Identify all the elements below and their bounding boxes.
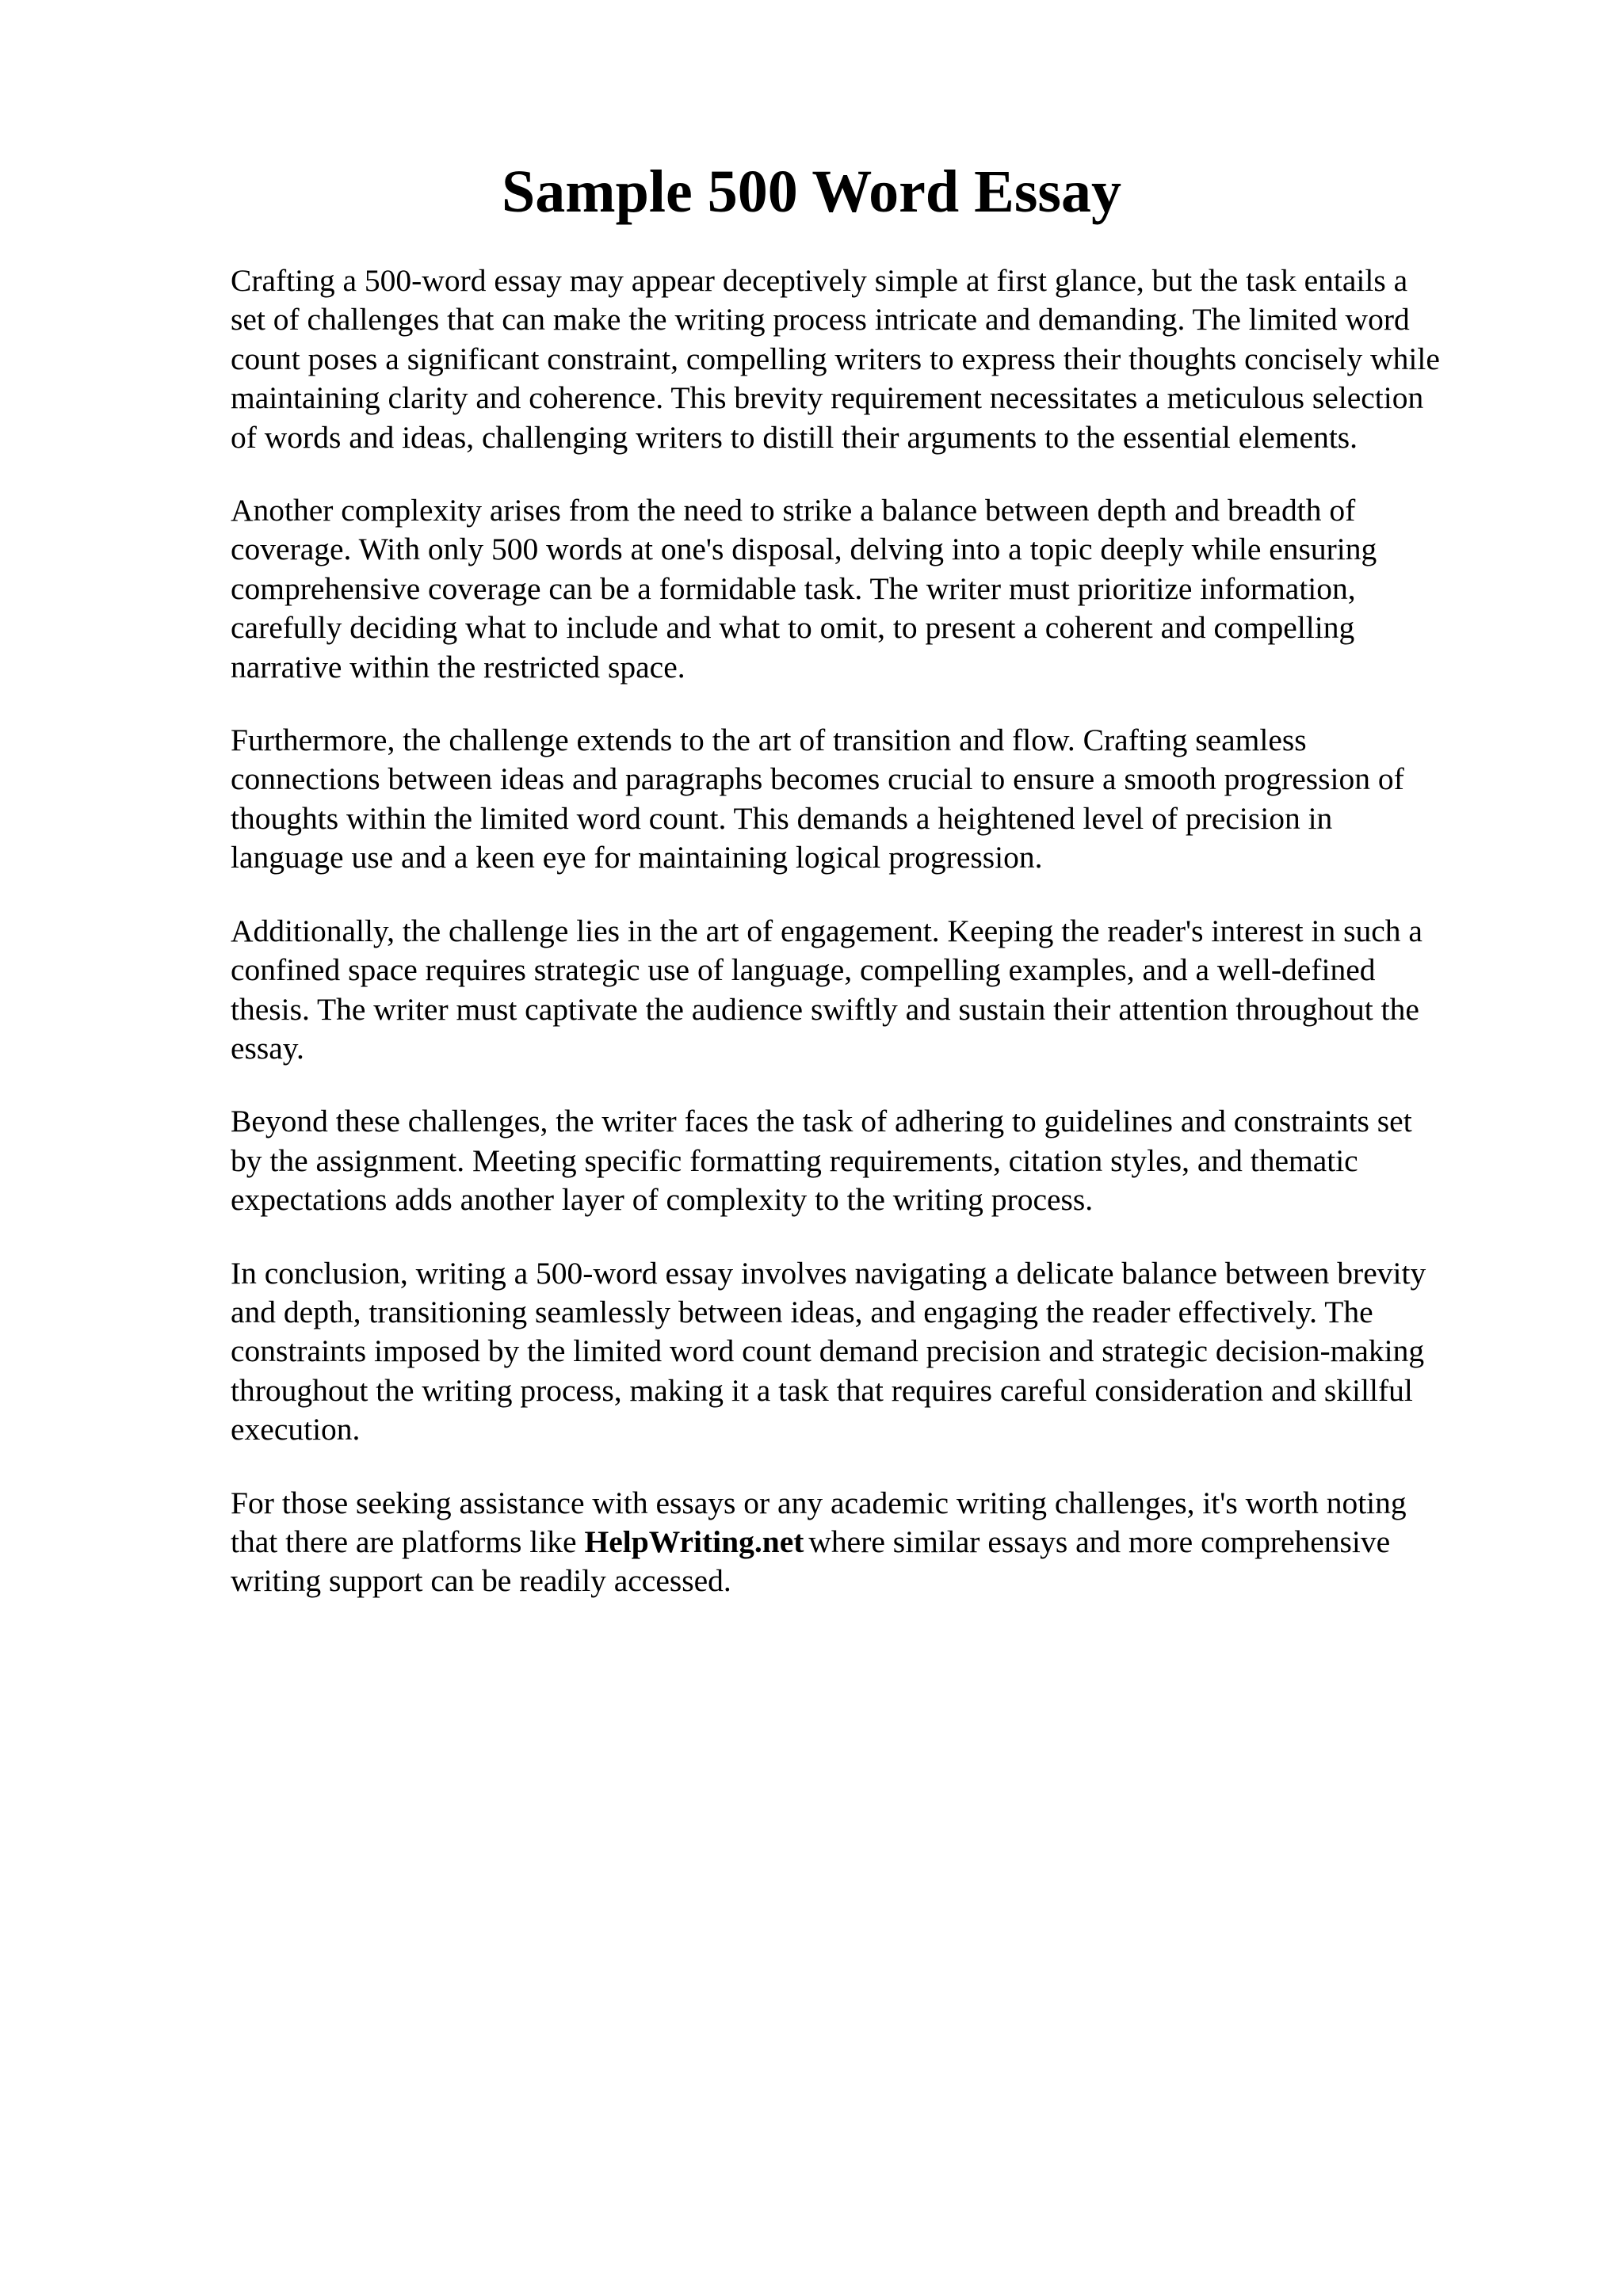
text-line: thesis. The writer must captivate the audience swiftly and sustain their attention throughout the	[231, 991, 1419, 1027]
text-line-with-link	[231, 1523, 1507, 1562]
text-line: Another complexity arises from the need to strike a balance between depth and breadth of	[231, 493, 1356, 528]
text-line: and depth, transitioning seamlessly between ideas, and engaging the reader effectively. The	[231, 1294, 1373, 1329]
text-line: by the assignment. Meeting specific formatting requirements, citation styles, and thematic	[231, 1142, 1358, 1178]
paragraph-3	[231, 721, 1507, 878]
page-title: Sample 500 Word Essay	[502, 158, 1121, 225]
text-line: confined space requires strategic use of language, compelling examples, and a well-defined	[231, 952, 1376, 988]
helpwriting-link[interactable]: HelpWriting.net	[584, 1524, 804, 1559]
text-line: language use and a keen eye for maintaining logical progression.	[231, 840, 1043, 875]
text-line: For those seeking assistance with essays or any academic writing challenges, it's worth noting	[231, 1485, 1407, 1520]
text-line: count poses a significant constraint, compelling writers to express their thoughts concisely while	[231, 341, 1440, 376]
text-line: maintaining clarity and coherence. This brevity requirement necessitates a meticulous selection	[231, 380, 1424, 416]
paragraph-6	[231, 1254, 1507, 1450]
text-line: writing support can be readily accessed.	[231, 1563, 731, 1599]
text-line: execution.	[231, 1412, 361, 1447]
text-line: Crafting a 500-word essay may appear deceptively simple at first glance, but the task entails a	[231, 263, 1408, 298]
text-line: constraints imposed by the limited word count demand precision and strategic decision-making	[231, 1333, 1425, 1369]
text-line: throughout the writing process, making it a task that requires careful consideration and skillful	[231, 1372, 1413, 1408]
paragraph-2	[231, 491, 1507, 687]
text-line: Additionally, the challenge lies in the art of engagement. Keeping the reader's interest in such a	[231, 913, 1423, 948]
text-line: set of challenges that can make the writing process intricate and demanding. The limited word	[231, 302, 1410, 338]
text-line: thoughts within the limited word count. This demands a heightened level of precision in	[231, 800, 1333, 836]
text-line: essay.	[231, 1030, 304, 1066]
closing-text-before: that there are platforms like	[231, 1524, 577, 1559]
paragraph-1	[231, 261, 1507, 457]
closing-paragraph	[231, 1484, 1507, 1601]
text-line: comprehensive coverage can be a formidable task. The writer must prioritize information,	[231, 570, 1356, 606]
text-line: of words and ideas, challenging writers to distill their arguments to the essential elements.	[231, 419, 1358, 455]
text-line: Furthermore, the challenge extends to the art of transition and flow. Crafting seamless	[231, 723, 1307, 758]
paragraph-4	[231, 912, 1507, 1069]
text-line: In conclusion, writing a 500-word essay involves navigating a delicate balance between brevity	[231, 1255, 1426, 1291]
text-line: connections between ideas and paragraphs becomes crucial to ensure a smooth progression of	[231, 761, 1404, 797]
text-line: carefully deciding what to include and what to omit, to present a coherent and compelling	[231, 610, 1355, 646]
text-line: Beyond these challenges, the writer faces the task of adhering to guidelines and constraints set	[231, 1104, 1412, 1139]
text-line: coverage. With only 500 words at one's disposal, delving into a topic deeply while ensuring	[231, 532, 1377, 567]
essay-body	[231, 261, 1507, 1635]
closing-text-after: where similar essays and more comprehensive	[808, 1524, 1391, 1559]
paragraph-5	[231, 1102, 1507, 1219]
text-line: expectations adds another layer of complexity to the writing process.	[231, 1182, 1094, 1218]
text-line: narrative within the restricted space.	[231, 649, 685, 685]
